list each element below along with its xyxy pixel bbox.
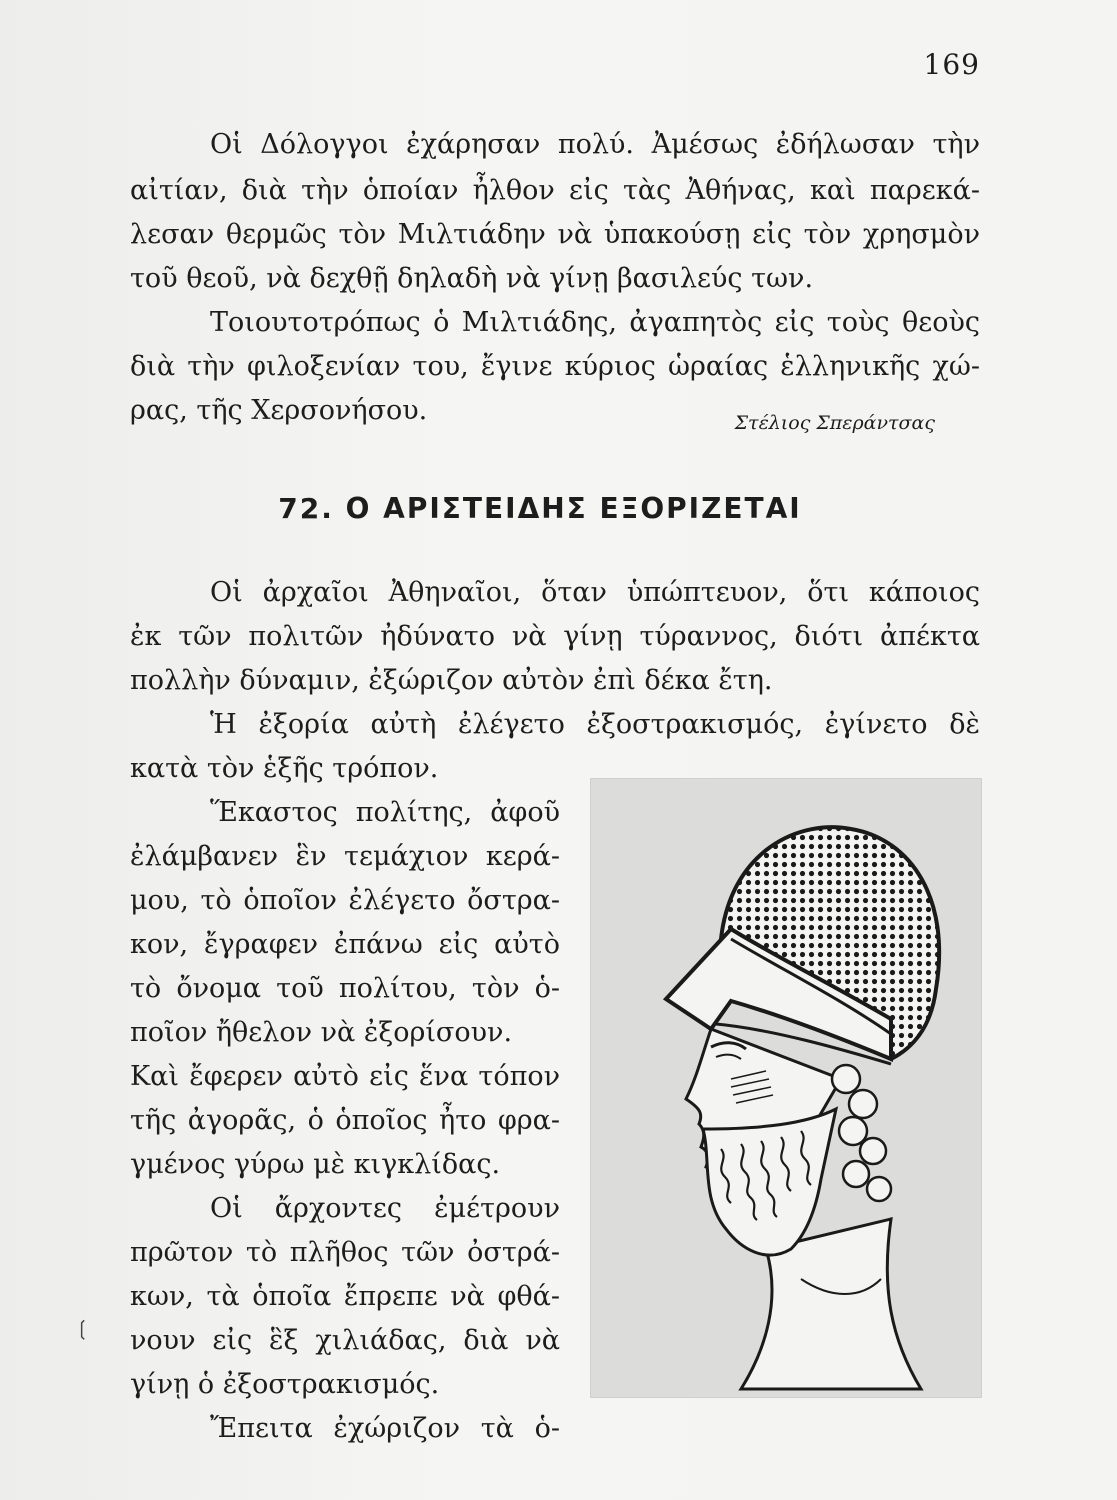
text-line: λεσαν θερμῶς τὸν Μιλτιάδην νὰ ὑπακούσῃ εἰς τὸν χρησμὸν (130, 219, 980, 250)
text-line: Τοιουτοτρόπως ὁ Μιλτιάδης, ἀγαπητὸς εἰς τοὺς θεοὺς (210, 307, 980, 338)
text-line: κατὰ τὸν ἑξῆς τρόπον. (130, 753, 439, 784)
text-line: ἐκ τῶν πολιτῶν ἠδύνατο νὰ γίνῃ τύραννος, διότι ἀπέκτα (130, 621, 980, 652)
text-line: κον, ἔγραφεν ἐπάνω εἰς αὐτὸ (130, 929, 560, 960)
page-number: 169 (923, 48, 980, 81)
text-line: νουν εἰς ἓξ χιλιάδας, διὰ νὰ (130, 1325, 560, 1356)
text-line: Καὶ ἔφερεν αὐτὸ εἰς ἕνα τόπον (130, 1061, 560, 1092)
text-line: αἰτίαν, διὰ τὴν ὁποίαν ἦλθον εἰς τὰς Ἀθήνας, καὶ παρεκά- (130, 175, 980, 206)
text-line: τοῦ θεοῦ, νὰ δεχθῇ δηλαδὴ νὰ γίνῃ βασιλεύς των. (130, 263, 814, 294)
text-line: Οἱ Δόλογγοι ἐχάρησαν πολύ. Ἀμέσως ἐδήλωσαν τὴν (210, 129, 980, 160)
author-signature: Στέλιος Σπεράντσας (734, 412, 935, 434)
text-line: κων, τὰ ὁποῖα ἔπρεπε νὰ φθά- (130, 1281, 560, 1312)
text-line: γμένος γύρω μὲ κιγκλίδας. (130, 1149, 501, 1180)
text-line: ποῖον ἤθελον νὰ ἐξορίσουν. (130, 1017, 513, 1048)
helmeted-bearded-head-profile-icon (591, 779, 981, 1397)
text-line: γίνῃ ὁ ἐξοστρακισμός. (130, 1369, 440, 1400)
text-line: μου, τὸ ὁποῖον ἐλέγετο ὄστρα- (130, 885, 560, 916)
text-line: ἐλάμβανεν ἓν τεμάχιον κερά- (130, 841, 560, 872)
text-line: Οἱ ἀρχαῖοι Ἀθηναῖοι, ὅταν ὑπώπτευον, ὅτι κάποιος (210, 577, 980, 608)
text-line: ρας, τῆς Χερσονήσου. (130, 395, 428, 426)
text-line: Ἡ ἐξορία αὐτὴ ἐλέγετο ἐξοστρακισμός, ἐγίνετο δὲ (210, 709, 980, 740)
text-line: Οἱ ἄρχοντες ἐμέτρουν (210, 1193, 560, 1224)
scan-mark: ❲ (74, 1316, 91, 1340)
text-line: πολλὴν δύναμιν, ἐξώριζον αὐτὸν ἐπὶ δέκα ἔτη. (130, 665, 773, 696)
text-line: διὰ τὴν φιλοξενίαν του, ἔγινε κύριος ὡραίας ἑλληνικῆς χώ- (130, 351, 980, 382)
text-line: Ἔπειτα ἐχώριζον τὰ ὁ- (210, 1413, 560, 1444)
text-line: τὸ ὄνομα τοῦ πολίτου, τὸν ὁ- (130, 973, 560, 1004)
text-line: Ἕκαστος πολίτης, ἀφοῦ (210, 797, 560, 828)
text-line: πρῶτον τὸ πλῆθος τῶν ὀστρά- (130, 1237, 560, 1268)
chapter-heading: 72. Ο ΑΡΙΣΤΕΙΔΗΣ ΕΞΟΡΙΖΕΤΑΙ (278, 492, 802, 525)
aristides-illustration (590, 778, 982, 1398)
text-line: τῆς ἀγορᾶς, ὁ ὁποῖος ἦτο φρα- (130, 1105, 560, 1136)
